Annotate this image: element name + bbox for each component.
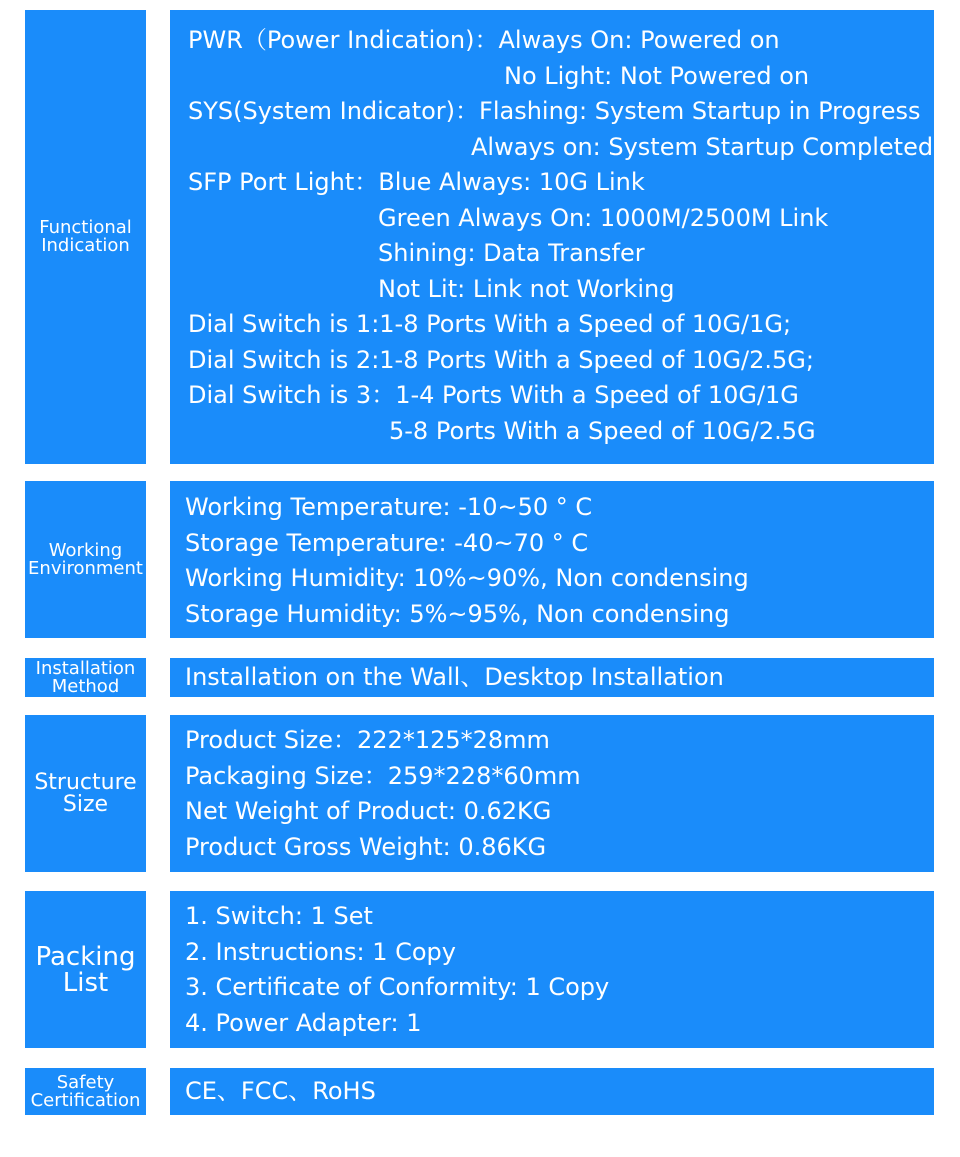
section-content: [170, 658, 934, 697]
spec-line: Not Lit: Link not Working: [378, 274, 675, 303]
spec-line: Storage Humidity: 5%~95%, Non condensing: [185, 599, 730, 628]
section-label: [25, 658, 146, 697]
section-label-text: Packing List: [35, 941, 136, 998]
spec-line: Installation on the Wall、Desktop Installation: [185, 663, 724, 691]
spec-line: Product Size：222*125*28mm: [185, 726, 550, 754]
spec-line: 5-8 Ports With a Speed of 10G/2.5G: [389, 416, 816, 445]
spec-line: 4. Power Adapter: 1: [185, 1008, 422, 1037]
section-content: [170, 10, 934, 464]
section-working-environment: [25, 481, 934, 638]
spec-line: PWR（Power Indication)：Always On: Powered on: [188, 26, 780, 54]
spec-line: 1. Switch: 1 Set: [185, 902, 373, 930]
section-structure-size: [25, 715, 934, 872]
section-label-text: Safety Certification: [30, 1071, 141, 1111]
spec-line: Green Always On: 1000M/2500M Link: [378, 203, 829, 232]
section-content: [170, 715, 934, 872]
section-label-text: Installation Method: [35, 657, 136, 697]
section-content: [170, 481, 934, 638]
spec-line: 3. Certificate of Conformity: 1 Copy: [185, 973, 610, 1001]
section-label: [25, 481, 146, 638]
section-packing-list: [25, 891, 934, 1048]
spec-line: Always on: System Startup Completed: [471, 132, 934, 161]
section-label: [25, 10, 146, 464]
spec-line: Product Gross Weight: 0.86KG: [185, 832, 547, 861]
spec-line: Dial Switch is 3：1-4 Ports With a Speed of 10G/1G: [188, 381, 799, 409]
spec-line: Shining: Data Transfer: [378, 239, 645, 267]
section-label: [25, 1068, 146, 1115]
spec-line: Working Humidity: 10%~90%, Non condensing: [185, 564, 749, 592]
spec-line: SYS(System Indicator)：Flashing: System Startup in Progress: [188, 97, 921, 125]
spec-line: No Light: Not Powered on: [504, 61, 810, 90]
spec-line: CE、FCC、RoHS: [185, 1077, 376, 1105]
section-label-text: Working Environment: [28, 539, 143, 579]
section-installation-method: [25, 658, 934, 697]
section-functional-indication: [25, 10, 934, 464]
spec-line: Net Weight of Product: 0.62KG: [185, 797, 552, 825]
section-content: [170, 1068, 934, 1115]
spec-line: Working Temperature: -10~50 ° C: [185, 493, 593, 521]
section-label: [25, 891, 146, 1048]
spec-line: SFP Port Light：Blue Always: 10G Link: [188, 168, 645, 196]
spec-line: Dial Switch is 1:1-8 Ports With a Speed of 10G/1G;: [188, 310, 792, 338]
spec-line: Storage Temperature: -40~70 ° C: [185, 528, 589, 557]
section-content: [170, 891, 934, 1048]
spec-line: Dial Switch is 2:1-8 Ports With a Speed of 10G/2.5G;: [188, 345, 814, 374]
section-label-text: Structure Size: [34, 769, 137, 817]
section-label: [25, 715, 146, 872]
section-safety-certification: [25, 1068, 934, 1115]
spec-line: Packaging Size：259*228*60mm: [185, 761, 581, 790]
spec-line: 2. Instructions: 1 Copy: [185, 937, 456, 966]
section-label-text: Functional Indication: [39, 217, 132, 256]
